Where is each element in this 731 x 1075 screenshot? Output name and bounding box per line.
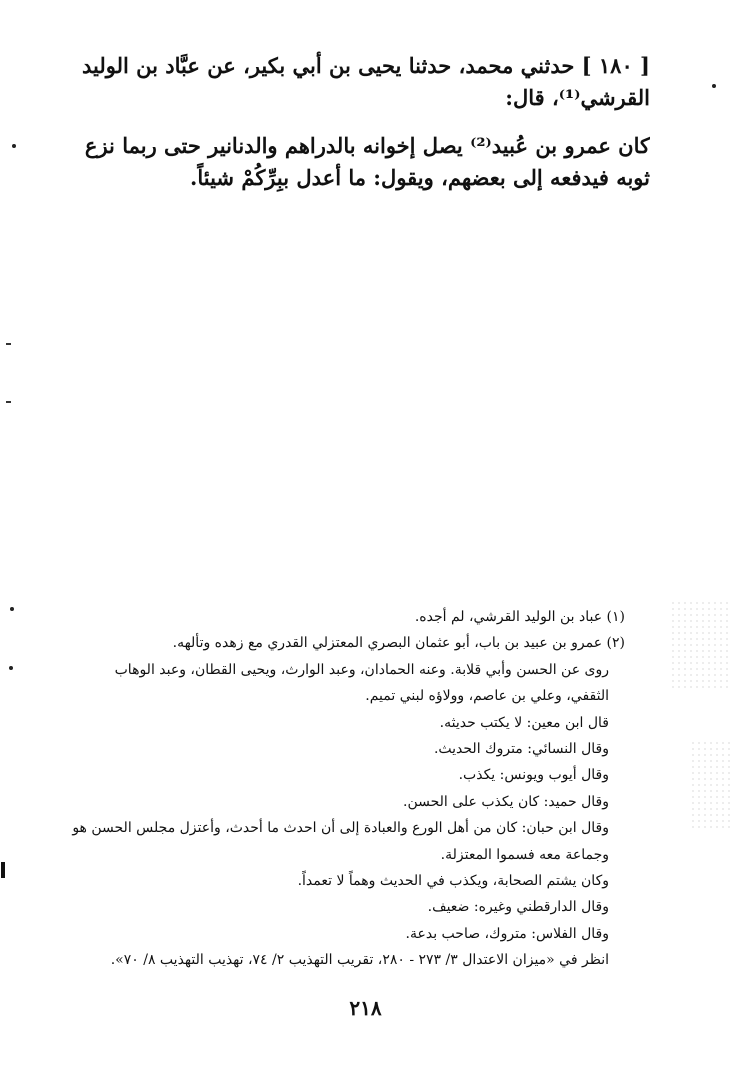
hadith-line-1: [ ١٨٠ ] حدثني محمد، حدثنا يحيى بن أبي بكير، عن عبَّاد بن الوليد	[82, 53, 650, 78]
footnote-line: وقال النسائي: متروك الحديث.	[433, 740, 609, 757]
footnote-line: وقال ابن حبان: كان من أهل الورع والعبادة إلى أن احدث ما أحدث، وأعتزل مجلس الحسن هو	[72, 820, 609, 837]
scan-speck	[6, 401, 11, 403]
footnote-line: وجماعة معه فسموا المعتزلة.	[440, 846, 609, 863]
scan-speck	[12, 144, 16, 148]
footnote-line: وقال حميد: كان يكذب على الحسن.	[403, 793, 609, 810]
footnote-line: روى عن الحسن وأبي قلابة. وعنه الحمادان، وعبد الوارث، ويحيى القطان، وعبد الوهاب	[114, 661, 609, 678]
narration-paragraph	[60, 130, 650, 194]
footnote-line: وكان يشتم الصحابة، ويكذب في الحديث وهماً لا تعمداً.	[297, 872, 609, 889]
footnote-1: (١) عباد بن الوليد القرشي، لم أجده.	[414, 609, 625, 625]
narration-line-2: ثوبه فيدفعه إلى بعضهم، ويقول: ما أعدل ببِرِّكُمْ شيئاً.	[190, 165, 650, 190]
hadith-line-2: القرشي⁽¹⁾، قال:	[505, 85, 650, 110]
footnote-line: قال ابن معين: لا يكتب حديثه.	[439, 714, 609, 731]
footnote-2: (٢) عمرو بن عبيد بن باب، أبو عثمان البصري المعتزلي القدري مع زهده وتألهه.	[172, 635, 625, 652]
scan-speck	[9, 666, 13, 670]
hadith-paragraph-180	[60, 50, 650, 114]
scan-speck	[10, 607, 14, 611]
footnotes	[70, 604, 625, 973]
footnote-line: وقال أيوب ويونس: يكذب.	[458, 767, 609, 784]
narration-line-1: كان عمرو بن عُبيد⁽²⁾ يصل إخوانه بالدراهم والدنانير حتى ربما نزع	[84, 133, 650, 158]
footnote-line: الثقفي، وعلي بن عاصم، وولاؤه لبني تميم.	[365, 688, 609, 705]
page-number: ٢١٨	[349, 996, 382, 1020]
scan-speck	[1, 862, 5, 878]
scan-speck	[6, 343, 11, 345]
scan-noise	[670, 600, 730, 690]
footnote-line: وقال الدارقطني وغيره: ضعيف.	[427, 899, 609, 916]
footnote-line: وقال الفلاس: متروك، صاحب بدعة.	[405, 925, 609, 942]
footnote-line: انظر في «ميزان الاعتدال ٣/ ٢٧٣ - ٢٨٠، تقريب التهذيب ٢/ ٧٤، تهذيب التهذيب ٨/ ٧٠».	[110, 952, 609, 969]
scan-noise	[690, 740, 731, 830]
scan-speck	[712, 84, 716, 88]
